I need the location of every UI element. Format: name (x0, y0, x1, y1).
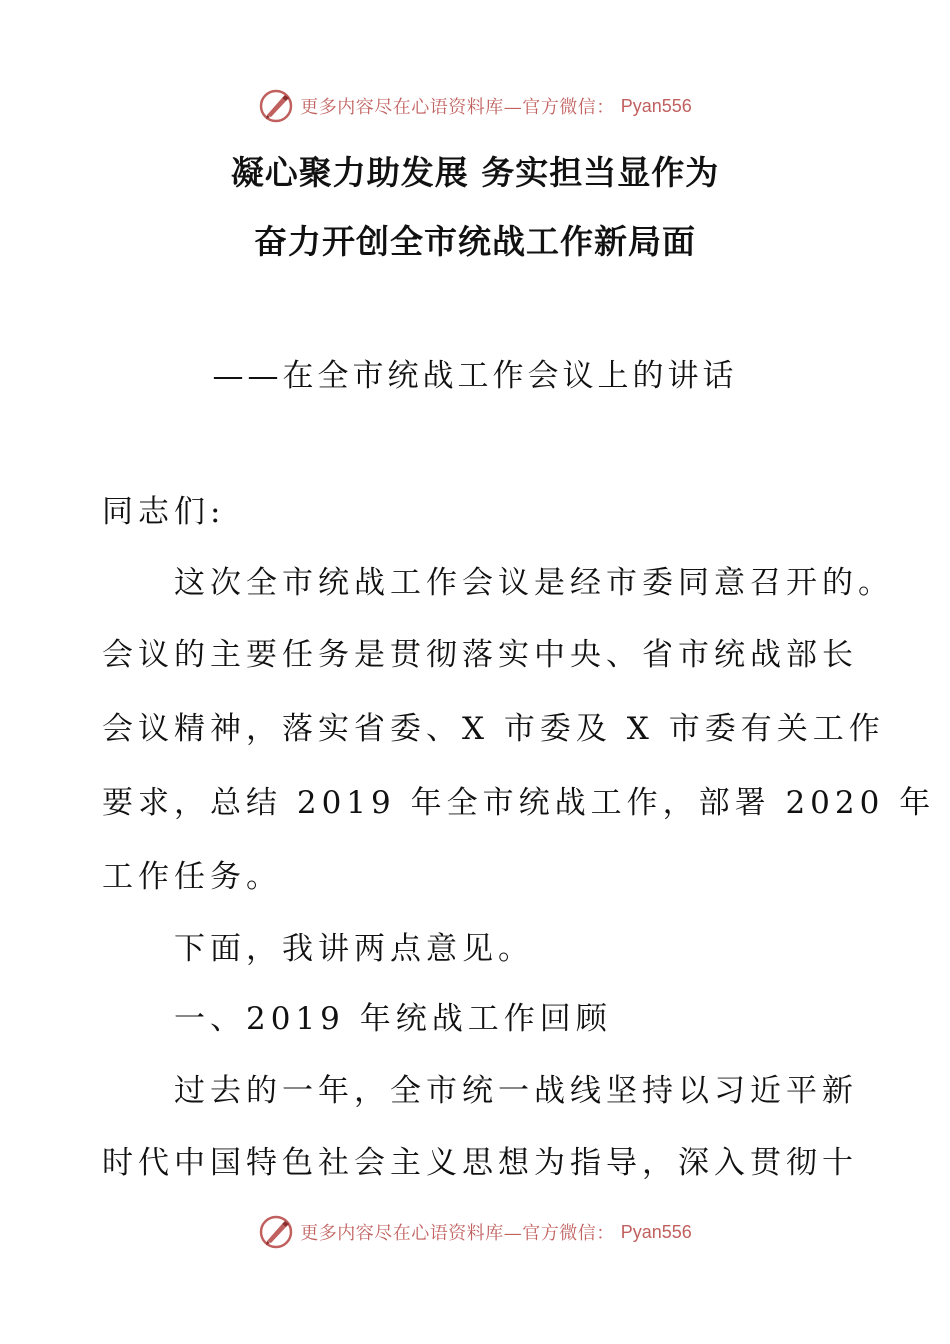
body-line: 工作任务。 (102, 859, 282, 895)
salutation: 同志们: (102, 494, 226, 530)
body-line: 会议精神，落实省委、X 市委及 X 市委有关工作 (102, 711, 885, 747)
watermark-text: 更多内容尽在心语资料库—官方微信： (300, 1223, 615, 1244)
watermark-footer (0, 1212, 950, 1252)
document-subtitle: ——在全市统战工作会议上的讲话 (212, 358, 738, 394)
body-line: 会议的主要任务是贯彻落实中央、省市统战部长 (102, 637, 858, 673)
body-line: 要求，总结 2019 年全市统战工作，部署 2020 年 (102, 785, 936, 821)
document-title-line-1: 凝心聚力助发展 务实担当显作为 (230, 153, 720, 192)
pen-logo-icon (258, 88, 294, 124)
body-line: 下面，我讲两点意见。 (102, 931, 534, 967)
pen-logo-icon (258, 1214, 294, 1250)
body-line: 过去的一年，全市统一战线坚持以习近平新 (102, 1073, 858, 1109)
section-heading: 一、2019 年统战工作回顾 (102, 1001, 612, 1037)
watermark-header (0, 86, 950, 126)
body-line: 时代中国特色社会主义思想为指导，深入贯彻十 (102, 1145, 858, 1181)
body-line: 这次全市统战工作会议是经市委同意召开的。 (102, 565, 894, 601)
document-title-line-2: 奋力开创全市统战工作新局面 (254, 222, 696, 261)
watermark-text: 更多内容尽在心语资料库—官方微信： (300, 97, 615, 118)
watermark-wechat-id: Pyan556 (620, 95, 692, 116)
watermark-wechat-id: Pyan556 (620, 1221, 692, 1242)
